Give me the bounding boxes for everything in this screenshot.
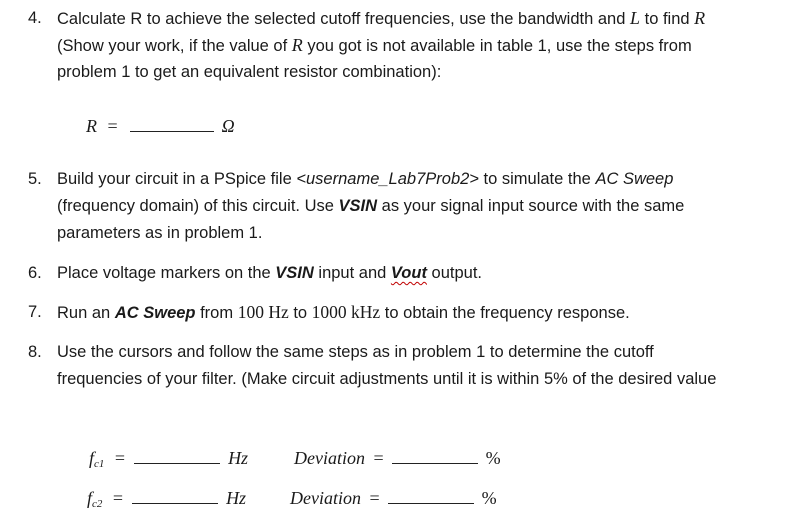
problem-5-text: Build your circuit in a PSpice file <box>57 170 292 188</box>
problem-8-number: 8. <box>28 343 42 361</box>
deviation-label: Deviation <box>294 448 365 468</box>
problem-5-line-1 <box>57 169 673 189</box>
deviation-2-blank[interactable] <box>388 502 474 504</box>
ac-sweep-term: AC Sweep <box>595 170 674 188</box>
problem-6-number: 6. <box>28 264 42 282</box>
problem-5-text: (frequency domain) of this circuit. Use <box>57 197 334 215</box>
problem-5-line-2 <box>57 196 684 216</box>
problem-4-number: 4. <box>28 9 42 27</box>
problem-4-text: Calculate R to achieve the selected cutoff frequencies, use the bandwidth and <box>57 10 626 28</box>
problem-7-text: from <box>200 304 234 322</box>
problem-4-line-3: problem 1 to get an equivalent resistor combination): <box>57 63 442 81</box>
variable-l: L <box>630 8 641 28</box>
r-answer-blank[interactable] <box>130 130 214 132</box>
fc2-answer-row <box>87 487 246 515</box>
problem-7-text: to obtain the frequency response. <box>384 304 630 322</box>
problem-4-line-2 <box>57 35 692 56</box>
r-answer-label: R <box>86 116 97 136</box>
ac-sweep-term: AC Sweep <box>114 304 196 322</box>
r-answer-row <box>86 115 235 137</box>
equals-sign: = <box>373 448 384 468</box>
fc1-answer-row <box>89 447 248 475</box>
fc1-subscript: c1 <box>94 458 105 470</box>
problem-6-text: Place voltage markers on the <box>57 264 271 282</box>
fc2-subscript: c2 <box>92 498 103 510</box>
ohm-unit: Ω <box>221 116 235 136</box>
problem-4-line-1 <box>57 8 705 29</box>
problem-6-text: output. <box>431 264 483 282</box>
problem-4-text: (Show your work, if the value of <box>57 37 288 55</box>
sweep-start-value: 100 Hz <box>237 302 289 322</box>
deviation-label: Deviation <box>290 488 361 508</box>
fc1-symbol: f <box>89 448 95 468</box>
problem-5-text: as your signal input source with the same <box>381 197 685 215</box>
deviation-2-row <box>290 487 497 509</box>
equals-sign: = <box>107 116 118 136</box>
fc1-blank[interactable] <box>134 462 220 464</box>
equals-sign: = <box>112 488 124 508</box>
variable-r: R <box>291 35 303 55</box>
percent-sign: % <box>481 488 497 508</box>
problem-5-line-3: parameters as in problem 1. <box>57 224 263 242</box>
problem-4-text: you got is not available in table 1, use the steps from <box>307 37 692 55</box>
problem-7-number: 7. <box>28 303 42 321</box>
vout-term: Vout <box>390 264 427 282</box>
sweep-end-value: 1000 kHz <box>311 302 381 322</box>
vsin-term: VSIN <box>275 264 314 282</box>
deviation-1-row <box>294 447 501 469</box>
problem-5-text: to simulate the <box>483 170 591 188</box>
problem-7-line <box>57 302 630 323</box>
problem-7-text: to <box>293 304 308 322</box>
equals-sign: = <box>369 488 380 508</box>
hz-unit: Hz <box>226 488 247 508</box>
problem-8-line-2: frequencies of your filter. (Make circuit adjustments until it is within 5% of the desired value <box>57 370 717 388</box>
problem-8-line-1: Use the cursors and follow the same steps as in problem 1 to determine the cutoff <box>57 343 654 361</box>
fc2-symbol: f <box>87 488 93 508</box>
fc2-blank[interactable] <box>132 502 218 504</box>
problem-4-text: to find <box>644 10 690 28</box>
problem-7-text: Run an <box>57 304 111 322</box>
percent-sign: % <box>485 448 501 468</box>
problem-6-line <box>57 263 482 283</box>
vsin-term: VSIN <box>338 197 378 215</box>
deviation-1-blank[interactable] <box>392 462 478 464</box>
variable-r: R <box>694 8 706 28</box>
pspice-filename: <username_Lab7Prob2> <box>296 170 479 188</box>
problem-6-text: input and <box>318 264 387 282</box>
problem-5-number: 5. <box>28 170 42 188</box>
hz-unit: Hz <box>228 448 249 468</box>
equals-sign: = <box>114 448 126 468</box>
